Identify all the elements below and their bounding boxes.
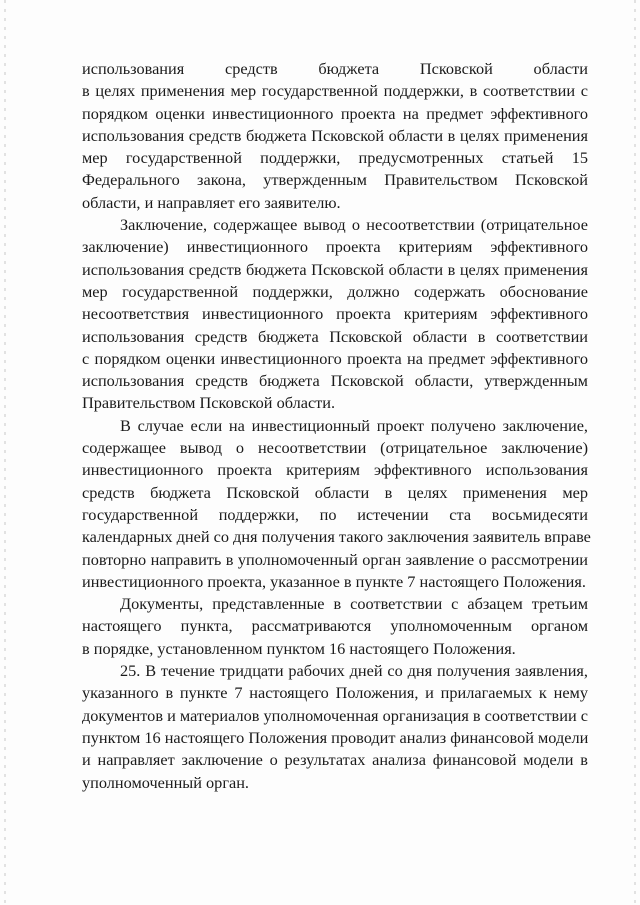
text-line: использования средств бюджета Псковской области в соответствии	[82, 326, 588, 346]
paragraph-item-25	[82, 660, 588, 794]
paragraph-resubmission	[82, 415, 591, 593]
text-line: В случае если на инвестиционный проект получено заключение,	[120, 415, 588, 435]
text-line: Правительством Псковской области.	[82, 393, 336, 413]
scan-edge-right	[634, 0, 636, 905]
text-line: уполномоченный орган.	[82, 772, 250, 792]
text-line: Заключение, содержащее вывод о несоответствии (отрицательное	[120, 215, 588, 235]
text-line: средств бюджета Псковской области в целях применения мер	[82, 482, 588, 502]
text-line: инвестиционного проекта, указанное в пункте 7 настоящего Положения.	[82, 571, 586, 591]
text-line: содержащее вывод о несоответствии (отрицательное заключение)	[82, 438, 588, 458]
text-line: с порядком оценки инвестиционного проекта на предмет эффективного	[82, 348, 588, 368]
text-line: документов и материалов уполномоченная организация в соответствии с	[82, 705, 588, 725]
text-line: мер государственной поддержки, должно содержать обоснование	[82, 281, 588, 301]
text-line: порядком оценки инвестиционного проекта на предмет эффективного	[82, 103, 588, 123]
text-line: указанного в пункте 7 настоящего Положения, и прилагаемых к нему	[82, 683, 588, 703]
text-line: использования средств бюджета Псковской области	[82, 59, 588, 78]
text-line: несоответствия инвестиционного проекта критериям эффективного	[82, 304, 588, 324]
text-line: пунктом 16 настоящего Положения проводит анализ финансовой модели	[82, 727, 589, 747]
text-line: мер государственной поддержки, предусмотренных статьей 15	[82, 148, 588, 168]
text-line: Федерального закона, утвержденным Правительством Псковской	[82, 170, 588, 190]
text-line: области, и направляет его заявителю.	[82, 192, 341, 212]
text-line: использования средств бюджета Псковской области в целях применения	[82, 125, 588, 145]
text-line: в целях применения мер государственной поддержки, в соответствии с	[82, 81, 588, 101]
paragraph-continuation	[82, 58, 588, 214]
text-line: календарных дней со дня получения такого заключения заявитель вправе	[82, 527, 591, 547]
document-body	[82, 58, 591, 794]
text-line: заключение) инвестиционного проекта критериям эффективного	[82, 237, 588, 257]
text-line: в порядке, установленном пунктом 16 настоящего Положения.	[82, 638, 516, 658]
scan-edge-left	[4, 0, 6, 905]
text-line: использования средств бюджета Псковской области, утвержденным	[82, 371, 588, 391]
text-line: государственной поддержки, по истечении ста восьмидесяти	[82, 504, 588, 524]
text-line: Документы, представленные в соответствии с абзацем третьим	[120, 594, 588, 614]
text-line: и направляет заключение о результатах анализа финансовой модели в	[82, 750, 588, 770]
text-line: повторно направить в уполномоченный орган заявление о рассмотрении	[82, 549, 588, 569]
text-line: 25. В течение тридцати рабочих дней со дня получения заявления,	[120, 661, 588, 681]
text-line: использования средств бюджета Псковской области в целях применения	[82, 259, 588, 279]
text-line: настоящего пункта, рассматриваются уполномоченным органом	[82, 616, 588, 636]
paragraph-negative-conclusion	[82, 214, 588, 415]
paragraph-documents	[82, 593, 588, 660]
text-line: инвестиционного проекта критериям эффективного использования	[82, 460, 588, 480]
